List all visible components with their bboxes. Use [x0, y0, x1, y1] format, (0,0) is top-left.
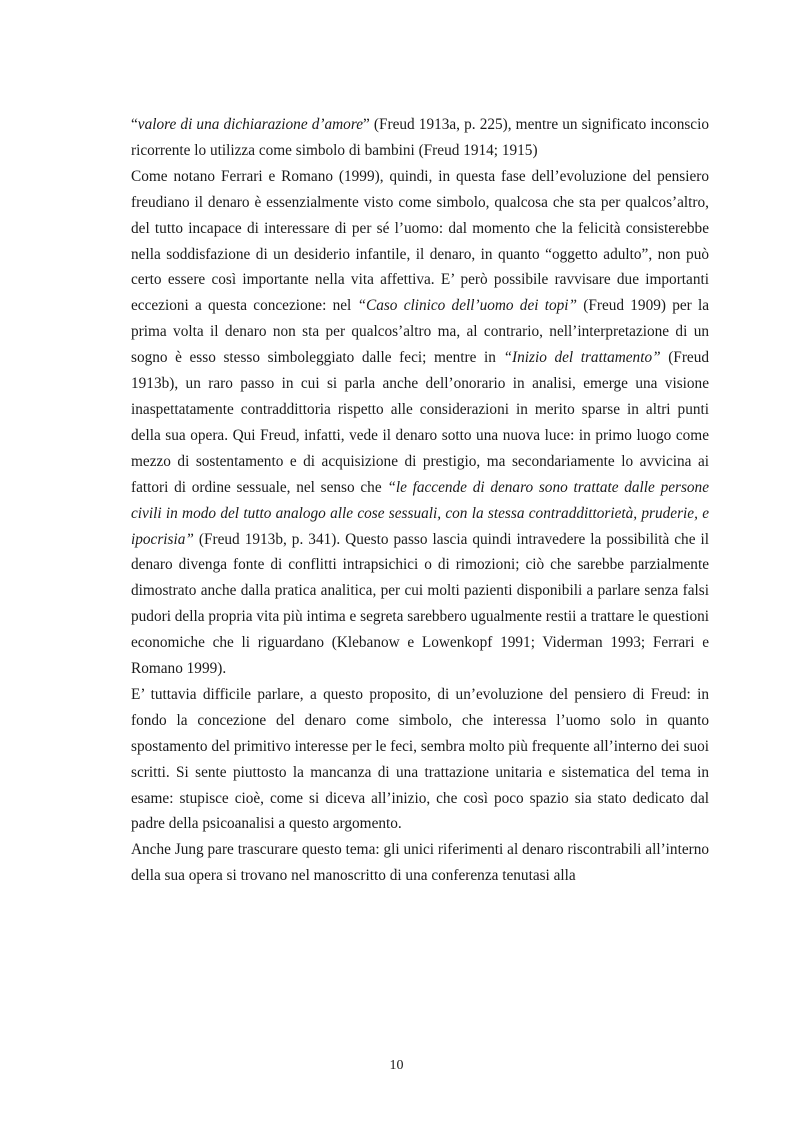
text-run: ” (Freud 1913a, p. 225), mentre un significato inconscio ricorrente lo utilizza come simbolo di bambini (Freud 1914; 1915)	[131, 116, 709, 159]
italic-title: “Inizio del trattamento”	[503, 349, 661, 367]
text-run: Anche Jung pare trascurare questo tema: gli unici riferimenti al denaro riscontrabili all’interno della sua opera si trovano nel manoscritto di una conferenza tenutasi alla	[131, 841, 709, 885]
paragraph	[131, 682, 709, 837]
italic-title: “Caso clinico dell’uomo dei topi”	[357, 297, 578, 315]
italic-quote: valore di una dichiarazione d’amore	[137, 116, 363, 133]
paragraph	[131, 837, 709, 889]
paragraph	[131, 164, 709, 682]
text-run: (Freud 1913b, p. 341). Questo passo lascia quindi intravedere la possibilità che il denaro divenga fonte di conflitti intrapsichici o di rimozioni; ciò che sarebbe parzialmente dimostrato anche dalla pratica analitica, per cui molti pazienti disponibili a parlare senza falsi pudori della propria vita più intima e segreta sarebbero ugualmente restii a trattare le questioni economiche che li riguardano (Klebanow e Lowenkopf 1991; Viderman 1993; Ferrari e Romano 1999).	[131, 530, 709, 678]
document-body	[131, 112, 709, 889]
text-run: (Freud 1909) per la prima volta il denaro non sta per qualcos’altro ma, al contrario, nell’interpretazione di un sogno è esso stesso simboleggiato dalle feci; mentre in	[131, 297, 709, 367]
text-run: E’ tuttavia difficile parlare, a questo proposito, di un’evoluzione del pensiero di Freud: in fondo la concezione del denaro come simbolo, che interessa l’uomo solo in quanto spostamento del primitivo interesse per le feci, sembra molto più frequente all’interno dei suoi scritti. Si sente piuttosto la mancanza di una trattazione unitaria e sistematica del tema in esame: stupisce cioè, come si diceva all’inizio, che così poco spazio sia stato dedicato dal padre della psicoanalisi a questo argomento.	[131, 685, 709, 833]
page-number: 10	[389, 1058, 404, 1073]
paragraph	[131, 112, 709, 164]
text-run: “	[131, 116, 138, 133]
text-run: Come notano Ferrari e Romano (1999), quindi, in questa fase dell’evoluzione del pensiero freudiano il denaro è essenzialmente visto come simbolo, qualcosa che sta per qualcos’altro, del tutto incapace di interessare di per sé l’uomo: dal momento che la felicità consisterebbe nella soddisfazione di un desiderio infantile, il denaro, in quanto “oggetto adulto”, non può certo essere così importante nella vita affettiva. E’ però possibile ravvisare due importanti eccezioni a questa concezione: nel	[131, 167, 709, 315]
text-run: (Freud 1913b), un raro passo in cui si parla anche dell’onorario in analisi, emerge una visione inaspettatamente contraddittoria rispetto alle considerazioni in merito sparse in altri punti della sua opera. Qui Freud, infatti, vede il denaro sotto una nuova luce: in primo luogo come mezzo di sostentamento e di acquisizione di prestigio, ma secondariamente lo avvicina ai fattori di ordine sessuale, nel senso che	[131, 349, 709, 496]
italic-quote: “le faccende di denaro sono trattate dalle persone civili in modo del tutto analogo alle cose sessuali, con la stessa contraddittorietà, pruderie, e ipocrisia”	[131, 478, 709, 548]
